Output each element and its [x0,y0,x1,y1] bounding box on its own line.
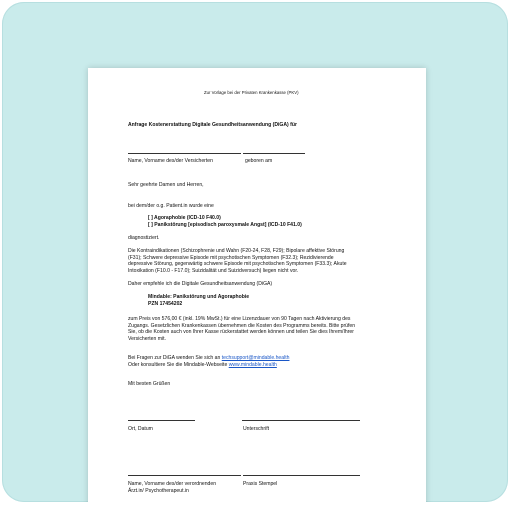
contraindications-line: depressive Störung, gegenwärtig schwere Episode mit psychotischen Symptomen (F33.3); Akute [128,261,347,267]
name-field-line [128,153,241,154]
contraindications-line: Die Kontraindikationen (Schizophrenie und Wahn (F20-24, F28, F29); Bipolare affektive Störung [128,248,345,254]
name-label: Name, Vorname des/der Versicherten [128,158,213,164]
product-pzn: PZN 17454202 [148,300,183,307]
contact-prefix: Bei Fragen zur DiGA wenden Sie sich an [128,355,222,361]
closing-text: Mit besten Grüßen [128,381,171,387]
price-line: zum Preis von 576,00 € (inkl. 19% MwSt.) für eine Lizenzdauer von 90 Tagen nach Aktivierung des [128,316,351,322]
stamp-line [243,475,360,476]
contact-prefix: Oder konsultiere Sie die Mindable-Webseite [128,361,229,368]
birthdate-label: geboren am [245,158,273,164]
salutation: Sehr geehrte Damen und Herren, [128,182,204,188]
product-name: Mindable: Panikstörung und Agoraphobie [148,294,250,300]
price-line: Zugangs. Gesetzlichen Krankenkassen übernehmen die Kosten des Programms bereits. Bitte prüfen [128,322,356,329]
recommend-text: Daher empfehle ich die Digitale Gesundheitsanwendung (DiGA) [128,281,273,287]
document-sheet [88,68,426,502]
document-header: Zur Vorlage bei der Privaten Krankenkasse (PKV) [204,90,299,95]
signature-line [242,420,360,421]
intro-text: bei dem/der o.g. Patient.in wurde eine [128,203,214,209]
doctor-name-line [128,475,241,476]
doctor-name-label: Name, Vorname des/der verordnenden [128,481,217,487]
birthdate-field-line [243,153,305,154]
doctor-name-label: Ärzt.in/ Psychotherapeut.in [128,487,189,494]
signature-label: Unterschrift [243,426,270,432]
diagnosis-option: [ ] Panikstörung [episodisch paroxysmale Angst] (ICD-10 F41.0) [148,221,302,228]
diagnosed-text: diagnostiziert. [128,235,160,241]
website-link[interactable]: www.mindable.health [228,361,277,368]
stamp-label: Praxis Stempel [243,481,278,487]
place-date-label: Ort, Datum [128,426,153,432]
contraindications-line: (F31); Schwere depressive Episode mit psychotischen Symptomen (F32.3); Rezidivierende [128,254,334,261]
diagnosis-option: [ ] Agoraphobie (ICD-10 F40.0) [148,215,221,221]
price-line: Versicherten mit. [128,335,166,342]
document-title: Anfrage Kostenerstattung Digitale Gesundheitsanwendung (DiGA) für [128,122,297,128]
contraindications-line: Intoxikation (F10.0 - F17.0); Suizidalität und Suizidversuch) liegen nicht vor. [128,267,299,274]
price-line: Sie, ob die Kosten auch von Ihrer Kasse rückerstattet werden können und teilen Sie dies Ihrem/Ihrer [128,329,354,335]
place-date-line [128,420,195,421]
page-frame [2,2,508,502]
contact-line [128,362,277,369]
support-email-link[interactable]: techsupport@mindable.health [221,355,290,361]
